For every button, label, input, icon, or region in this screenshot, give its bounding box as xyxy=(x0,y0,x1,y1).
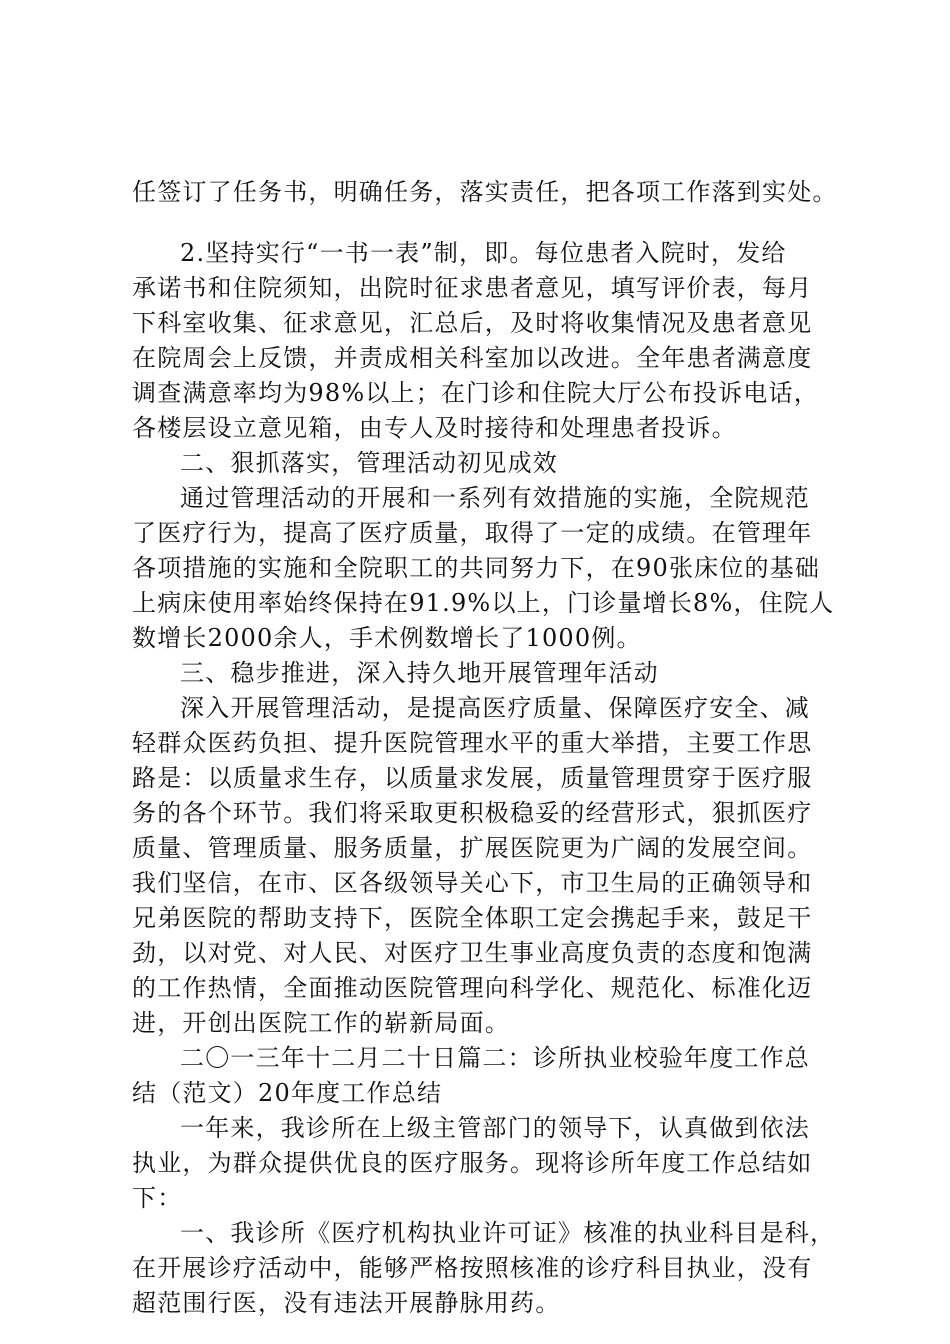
section-heading: 二、狠抓落实，管理活动初见成效 xyxy=(180,449,558,477)
text-line: 在院周会上反馈，并责成相关科室加以改进。全年患者满意度 xyxy=(132,344,813,372)
text-line: 下： xyxy=(132,1184,183,1212)
text-line: 进，开创出医院工作的崭新局面。 xyxy=(132,1009,510,1037)
text-line: 各项措施的实施和全院职工的共同努力下，在90张床位的基础 xyxy=(132,554,821,582)
text-line: 下科室收集、征求意见，汇总后，及时将收集情况及患者意见 xyxy=(132,309,813,337)
text-line: 任签订了任务书，明确任务，落实责任，把各项工作落到实处。 xyxy=(132,178,838,206)
text-line: 劲，以对党、对人民、对医疗卫生事业高度负责的态度和饱满 xyxy=(132,939,813,967)
text-line: 数增长2000余人，手术例数增长了1000例。 xyxy=(132,624,642,652)
paragraph-first-line: 一、我诊所《医疗机构执业许可证》核准的执业科目是科， xyxy=(180,1219,836,1247)
text-line: 兄弟医院的帮助支持下，医院全体职工定会携起手来，鼓足干 xyxy=(132,904,813,932)
text-line: 轻群众医药负担、提升医院管理水平的重大举措，主要工作思 xyxy=(132,729,813,757)
paragraph-first-line: 一年来，我诊所在上级主管部门的领导下，认真做到依法 xyxy=(180,1114,810,1142)
text-line: 务的各个环节。我们将采取更积极稳妥的经营形式，狠抓医疗 xyxy=(132,799,813,827)
text-line: 质量、管理质量、服务质量，扩展医院更为广阔的发展空间。 xyxy=(132,834,813,862)
text-line: 调查满意率均为98%以上；在门诊和住院大厅公布投诉电话， xyxy=(132,379,819,407)
text-line: 执业，为群众提供优良的医疗服务。现将诊所年度工作总结如 xyxy=(132,1149,813,1177)
section-heading: 三、稳步推进，深入持久地开展管理年活动 xyxy=(180,659,659,687)
paragraph-first-line: 二〇一三年十二月二十日篇二：诊所执业校验年度工作总 xyxy=(180,1044,810,1072)
text-line: 超范围行医，没有违法开展静脉用药。 xyxy=(132,1289,561,1317)
text-line: 了医疗行为，提高了医疗质量，取得了一定的成绩。在管理年 xyxy=(132,519,813,547)
text-line: 我们坚信，在市、区各级领导关心下，市卫生局的正确领导和 xyxy=(132,869,813,897)
paragraph-first-line: 深入开展管理活动，是提高医疗质量、保障医疗安全、减 xyxy=(180,694,810,722)
text-line: 承诺书和住院须知，出院时征求患者意见，填写评价表，每月 xyxy=(132,274,813,302)
text-line: 上病床使用率始终保持在91.9%以上，门诊量增长8%，住院人 xyxy=(132,589,835,617)
text-line: 各楼层设立意见箱，由专人及时接待和处理患者投诉。 xyxy=(132,414,737,442)
paragraph-first-line: 通过管理活动的开展和一系列有效措施的实施，全院规范 xyxy=(180,484,810,512)
text-line: 结（范文）20年度工作总结 xyxy=(132,1079,443,1107)
text-line: 在开展诊疗活动中，能够严格按照核准的诊疗科目执业，没有 xyxy=(132,1254,813,1282)
paragraph-first-line: 2.坚持实行“一书一表”制，即。每位患者入院时，发给 xyxy=(180,239,787,267)
text-line: 的工作热情，全面推动医院管理向科学化、规范化、标准化迈 xyxy=(132,974,813,1002)
text-line: 路是：以质量求生存，以质量求发展，质量管理贯穿于医疗服 xyxy=(132,764,813,792)
